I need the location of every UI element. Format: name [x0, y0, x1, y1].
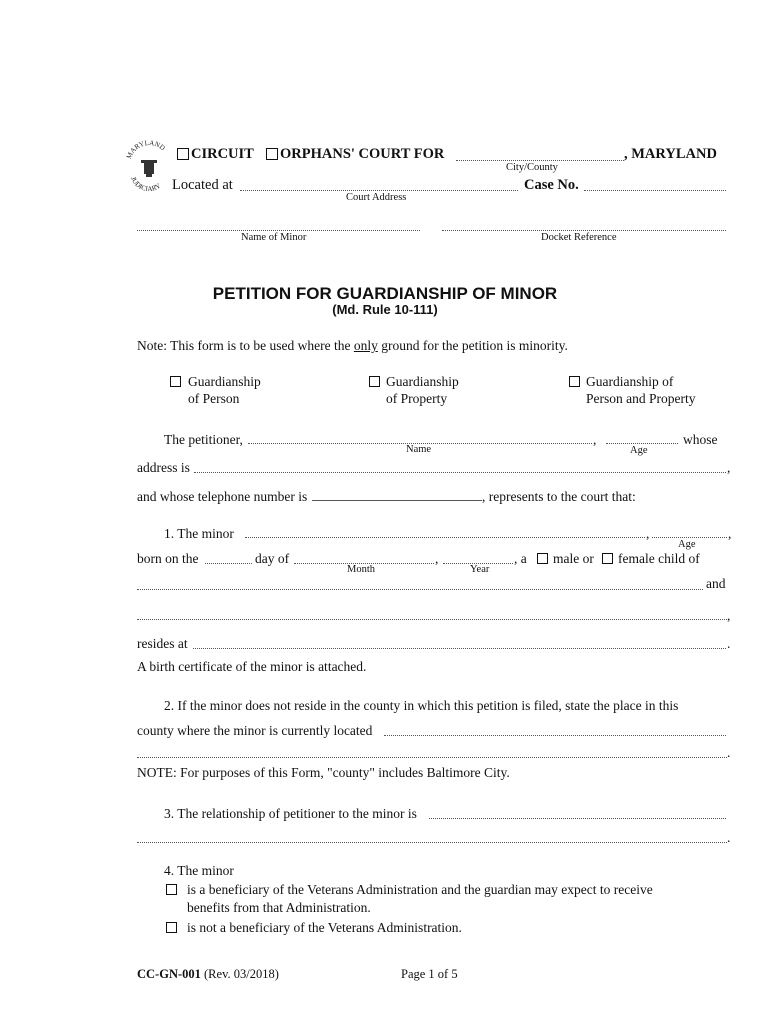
circuit-label: CIRCUIT — [191, 146, 254, 162]
phone-label: and whose telephone number is — [137, 489, 308, 504]
petitioner-phone-field[interactable] — [312, 500, 482, 501]
comma: , — [728, 526, 732, 541]
circuit-checkbox[interactable] — [177, 148, 189, 160]
option-person-line1: Guardianship — [188, 374, 261, 389]
seal-icon — [124, 138, 172, 196]
option-person-line2: of Person — [188, 391, 240, 406]
note-line: Note: This form is to be used where the only ground for the petition is minority. — [137, 338, 568, 353]
period: . — [727, 636, 731, 651]
period: . — [727, 830, 731, 845]
name-of-minor-field[interactable] — [137, 230, 420, 231]
docket-reference-caption: Docket Reference — [541, 232, 617, 243]
female-checkbox[interactable] — [602, 553, 613, 564]
parent1-field[interactable] — [137, 589, 703, 590]
relationship-field-2[interactable] — [137, 842, 727, 843]
located-at-label: Located at — [172, 177, 233, 193]
comma: , — [727, 460, 731, 475]
relationship-field[interactable] — [429, 818, 726, 819]
form-revision: (Rev. 03/2018) — [200, 967, 279, 981]
item4-label: 4. The minor — [164, 863, 234, 878]
option-both-line2: Person and Property — [586, 391, 696, 406]
month-caption: Month — [347, 564, 376, 575]
maryland-judiciary-seal — [124, 138, 172, 196]
petitioner-address-field[interactable] — [194, 472, 726, 473]
minor-age-caption: Age — [678, 539, 696, 550]
male-or-label: male or — [553, 551, 594, 566]
whose-label: whose — [683, 432, 718, 447]
birth-certificate-note: A birth certificate of the minor is attached. — [137, 659, 367, 674]
address-label: address is — [137, 460, 190, 475]
guardianship-person-checkbox[interactable] — [170, 376, 181, 387]
va-beneficiary-line2: benefits from that Administration. — [187, 900, 371, 915]
item3-label: 3. The relationship of petitioner to the minor is — [164, 806, 417, 821]
petitioner-label: The petitioner, — [164, 432, 243, 447]
form-title: PETITION FOR GUARDIANSHIP OF MINOR — [212, 284, 558, 303]
svg-text:JUDICIARY: JUDICIARY — [129, 175, 163, 194]
guardianship-both-checkbox[interactable] — [569, 376, 580, 387]
and-label: and — [706, 576, 726, 591]
day-of-label: day of — [255, 551, 290, 566]
option-property-line1: Guardianship — [386, 374, 459, 389]
birth-day-field[interactable] — [205, 563, 252, 564]
not-va-beneficiary-label: is not a beneficiary of the Veterans Administration. — [187, 920, 462, 935]
page-number: Page 1 of 5 — [401, 967, 458, 981]
comma: , — [435, 551, 439, 566]
minor-age-field[interactable] — [652, 537, 727, 538]
court-address-field[interactable] — [240, 190, 518, 191]
note-emphasis: only — [353, 338, 378, 353]
court-address-caption: Court Address — [346, 192, 407, 203]
item1-label: 1. The minor — [164, 526, 234, 541]
city-county-field[interactable] — [456, 160, 624, 161]
current-location-field-2[interactable] — [137, 757, 727, 758]
city-county-caption: City/County — [506, 162, 558, 173]
petitioner-age-field[interactable] — [606, 443, 678, 444]
petitioner-name-caption: Name — [406, 444, 432, 455]
item2-line1: 2. If the minor does not reside in the county in which this petition is filed, state the place in this — [164, 698, 679, 713]
option-both-line1: Guardianship of — [586, 374, 674, 389]
docket-reference-field[interactable] — [442, 230, 726, 231]
comma: , — [646, 526, 650, 541]
minor-name-field[interactable] — [245, 537, 645, 538]
current-location-field[interactable] — [384, 735, 726, 736]
option-property-line2: of Property — [386, 391, 448, 406]
year-caption: Year — [470, 564, 490, 575]
county-note: NOTE: For purposes of this Form, "county" includes Baltimore City. — [137, 765, 510, 780]
case-no-label: Case No. — [524, 177, 579, 193]
guardianship-property-checkbox[interactable] — [369, 376, 380, 387]
minor-residence-field[interactable] — [193, 648, 726, 649]
name-of-minor-caption: Name of Minor — [241, 232, 307, 243]
petitioner-age-caption: Age — [630, 445, 648, 456]
item2-line2: county where the minor is currently located — [137, 723, 373, 738]
female-child-label: female child of — [618, 551, 700, 566]
a-label: , a — [514, 551, 527, 566]
form-number: CC-GN-001 — [137, 967, 201, 981]
parent2-field[interactable] — [137, 619, 727, 620]
state-label: , MARYLAND — [624, 146, 717, 162]
born-on-label: born on the — [137, 551, 199, 566]
not-va-beneficiary-checkbox[interactable] — [166, 922, 177, 933]
form-rule: (Md. Rule 10-111) — [332, 302, 438, 317]
represents-label: , represents to the court that: — [482, 489, 636, 504]
period: . — [727, 745, 731, 760]
orphans-court-label: ORPHANS' COURT FOR — [280, 146, 445, 162]
form-id — [137, 966, 279, 982]
male-checkbox[interactable] — [537, 553, 548, 564]
svg-text:MARYLAND: MARYLAND — [124, 138, 167, 160]
case-no-field[interactable] — [584, 190, 726, 191]
resides-at-label: resides at — [137, 636, 188, 651]
va-beneficiary-checkbox[interactable] — [166, 884, 177, 895]
comma: , — [727, 608, 731, 623]
va-beneficiary-line1: is a beneficiary of the Veterans Administration and the guardian may expect to receive — [187, 882, 653, 897]
comma: , — [593, 432, 597, 447]
orphans-court-checkbox[interactable] — [266, 148, 278, 160]
